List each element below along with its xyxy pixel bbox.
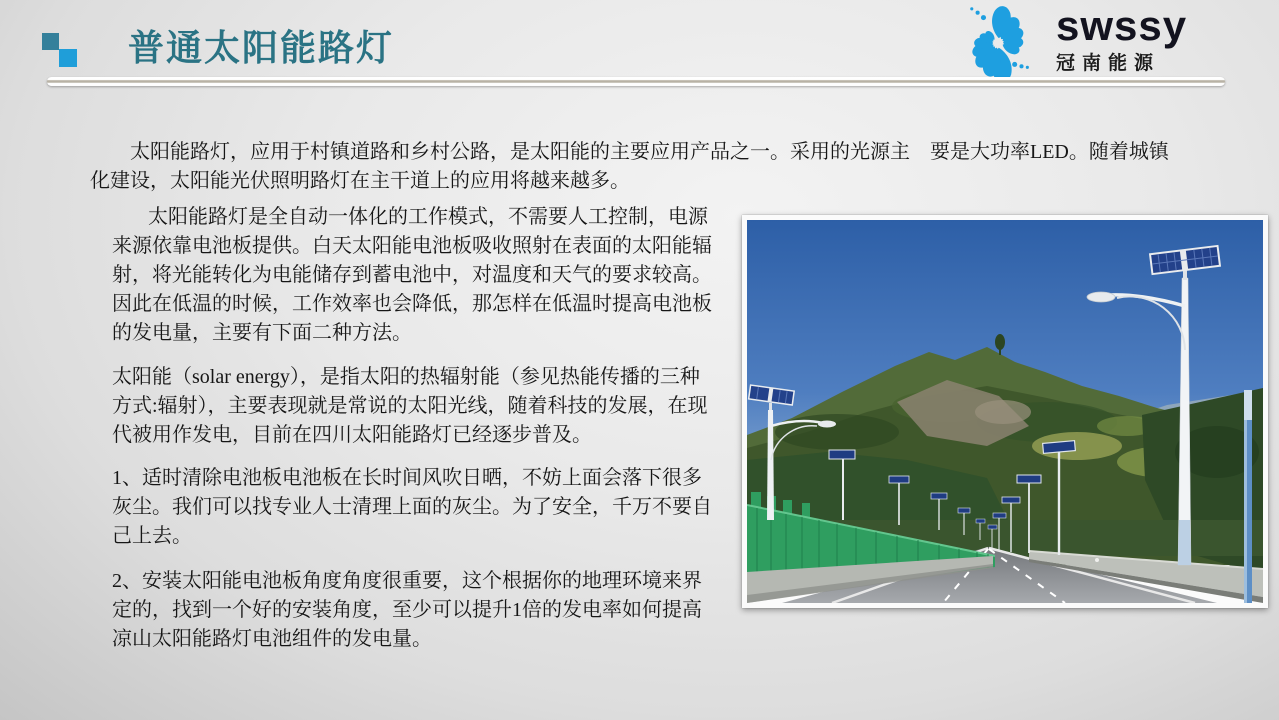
paragraph-method-2: 2、安装太阳能电池板角度角度很重要，这个根据你的地理环境来界定的，找到一个好的安装角度，至少可以提升1倍的发电率如何提高凉山太阳能路灯电池组件的发电量。 xyxy=(112,570,702,650)
paragraph-working-mode: 太阳能路灯是全自动一体化的工作模式，不需要人工控制，电源来源依靠电池板提供。白天太阳能电池板吸收照射在表面的太阳能辐射，将光能转化为电能储存到蓄电池中，对温度和天气的要求较高。因此在低温的时候，工作效率也会降低，那怎样在低温时提高电池板的发电量，主要有下面二种方法。 xyxy=(112,206,712,344)
logo-company-text: 冠南能源 xyxy=(1056,53,1161,74)
logo-text xyxy=(1056,2,1188,75)
intro-paragraph: 太阳能路灯，应用于村镇道路和乡村公路，是太阳能的主要应用产品之一。采用的光源主 要是大功率LED。随着城镇化建设，太阳能光伏照明路灯在主干道上的应用将越来越多。 xyxy=(90,141,1169,192)
photo-scene xyxy=(747,220,1263,603)
paragraph-solar-energy: 太阳能（solar energy），是指太阳的热辐射能（参见热能传播的三种方式:辐射），主要表现就是常说的太阳光线，随着科技的发展，在现代被用作发电，目前在四川太阳能路灯已经逐步普及。 xyxy=(112,366,708,446)
photo-solar-street-lights xyxy=(742,215,1268,608)
decor-square-teal xyxy=(42,33,59,50)
page-title: 普通太阳能路灯 xyxy=(128,27,395,68)
logo xyxy=(950,2,1187,80)
logo-flower-icon xyxy=(950,2,1054,80)
text-column xyxy=(112,203,716,654)
header-divider xyxy=(47,77,1225,86)
logo-brand-text: swssy xyxy=(1056,2,1188,49)
paragraph-method-1: 1、适时清除电池板电池板在长时间风吹日晒，不妨上面会落下很多灰尘。我们可以找专业人士清理上面的灰尘。为了安全，千万不要自己上去。 xyxy=(112,467,712,547)
decor-square-blue xyxy=(59,49,77,67)
